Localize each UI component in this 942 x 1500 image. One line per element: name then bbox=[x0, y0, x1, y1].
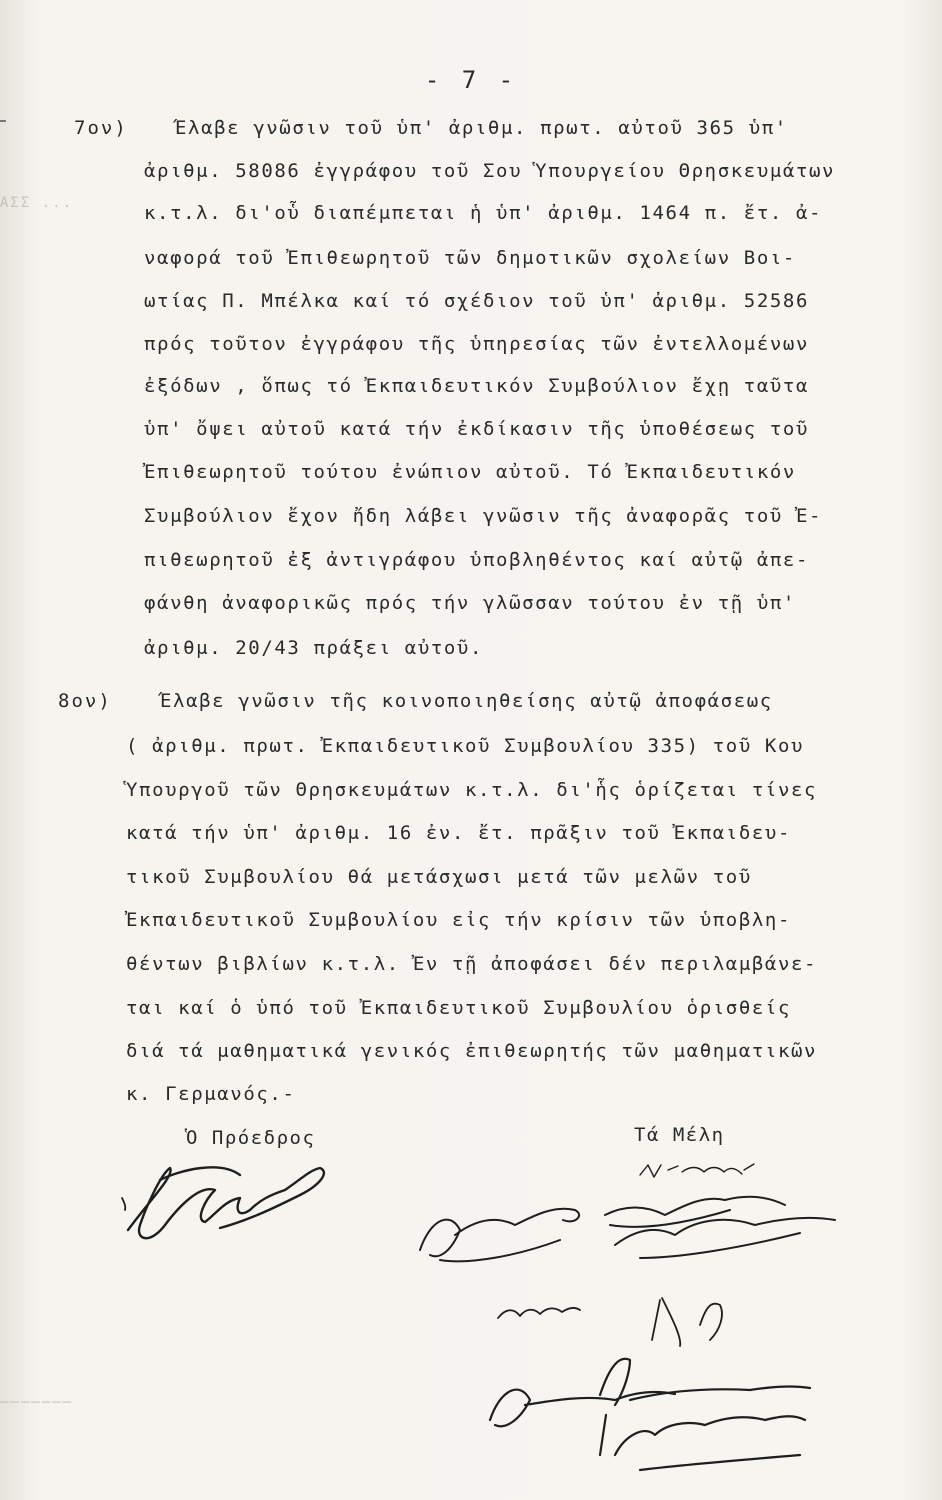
item-7-line: Συμβούλιον ἔχον ἤδη λάβει γνῶσιν τῆς ἀναφορᾶς τοῦ Ἐ- bbox=[144, 505, 823, 527]
item-8-line: Ὑπουργοῦ τῶν Θρησκευμάτων κ.τ.λ. δι'ἧς ὁρίζεται τίνες bbox=[126, 779, 818, 801]
bleed-through-text: ΑΣΣ ... bbox=[0, 195, 74, 211]
item-8-line: διά τά μαθηματικά γενικός ἐπιθεωρητής τῶν μαθηματικῶν bbox=[126, 1040, 818, 1062]
item-7-line: Έλαβε γνῶσιν τοῦ ὑπ' ἀριθμ. πρωτ. αὐτοῦ 365 ὑπ' bbox=[175, 117, 788, 139]
item-label-8: 8ον) bbox=[58, 690, 112, 712]
item-7-line: Ἐπιθεωρητοῦ τούτου ἐνώπιον αὐτοῦ. Τό Ἐκπαιδευτικόν bbox=[144, 461, 796, 483]
item-7-line: πρός τοῦτον ἐγγράφου τῆς ὑπηρεσίας τῶν ἐντελλομένων bbox=[144, 333, 809, 355]
item-8-line: Ἐκπαιδευτικοῦ Συμβουλίου εἰς τήν κρίσιν τῶν ὑποβλη- bbox=[126, 909, 791, 931]
item-7-line: πιθεωρητοῦ ἐξ ἀντιγράφου ὑποβληθέντος καί αὐτῷ ἀπε- bbox=[144, 549, 809, 571]
item-8-line: τικοῦ Συμβουλίου θά μετάσχωσι μετά τῶν μελῶν τοῦ bbox=[126, 866, 752, 888]
item-label-7: 7ον) bbox=[74, 117, 128, 139]
president-label: Ὁ Πρόεδρος bbox=[186, 1127, 316, 1149]
item-7-line: ἀριθμ. 58086 ἐγγράφου τοῦ Σου Ὑπουργείου Θρησκευμάτων bbox=[144, 160, 836, 182]
bleed-through-text: ─────── bbox=[0, 1395, 74, 1411]
member-signature-1 bbox=[640, 1164, 754, 1177]
members-label: Τά Μέλη bbox=[634, 1124, 725, 1146]
item-8-line: Έλαβε γνῶσιν τῆς κοινοποιηθείσης αὐτῷ ἀποφάσεως bbox=[160, 690, 773, 712]
item-8-line: θέντων βιβλίων κ.τ.λ. Ἐν τῇ ἀποφάσει δέν περιλαμβάνε- bbox=[126, 953, 818, 975]
item-7-line: ωτίας Π. Μπέλκα καί τό σχέδιον τοῦ ὑπ' ἀριθμ. 52586 bbox=[144, 290, 809, 312]
item-8-line: ται καί ὁ ὑπό τοῦ Ἐκπαιδευτικοῦ Συμβουλίου ὁρισθείς bbox=[126, 997, 791, 1019]
item-7-line: ἀριθμ. 20/43 πράξει αὐτοῦ. bbox=[144, 637, 484, 659]
item-7-line: φάνθη ἀναφορικῶς πρός τήν γλῶσσαν τούτου ἐν τῇ ὑπ' bbox=[144, 592, 796, 614]
item-8-line: κ. Γερμανός.- bbox=[126, 1083, 296, 1105]
item-7-line: κ.τ.λ. δι'οὗ διαπέμπεται ἡ ὑπ' ἀριθμ. 1464 π. ἔτ. ἀ- bbox=[144, 202, 823, 224]
president-signature bbox=[122, 1167, 324, 1238]
item-7-line: ἐξόδων , ὅπως τό Ἐκπαιδευτικόν Συμβούλιον ἔχῃ ταῦτα bbox=[144, 375, 809, 397]
item-7-line: ὑπ' ὄψει αὐτοῦ κατά τήν ἐκδίκασιν τῆς ὑποθέσεως τοῦ bbox=[144, 418, 809, 440]
margin-mark bbox=[0, 120, 6, 122]
item-8-line: κατά τήν ὑπ' ἀριθμ. 16 ἐν. ἔτ. πρᾶξιν τοῦ Ἐκπαιδευ- bbox=[126, 822, 791, 844]
member-signature-4 bbox=[490, 1359, 810, 1470]
page-number: - 7 - bbox=[424, 66, 518, 94]
member-signature-2 bbox=[420, 1197, 835, 1262]
item-8-line: ( ἀριθμ. πρωτ. Ἐκπαιδευτικοῦ Συμβουλίου 335) τοῦ Κου bbox=[126, 735, 805, 757]
member-signature-3 bbox=[498, 1298, 722, 1346]
item-7-line: ναφορά τοῦ Ἐπιθεωρητοῦ τῶν δημοτικῶν σχολείων Βοι- bbox=[144, 247, 796, 269]
